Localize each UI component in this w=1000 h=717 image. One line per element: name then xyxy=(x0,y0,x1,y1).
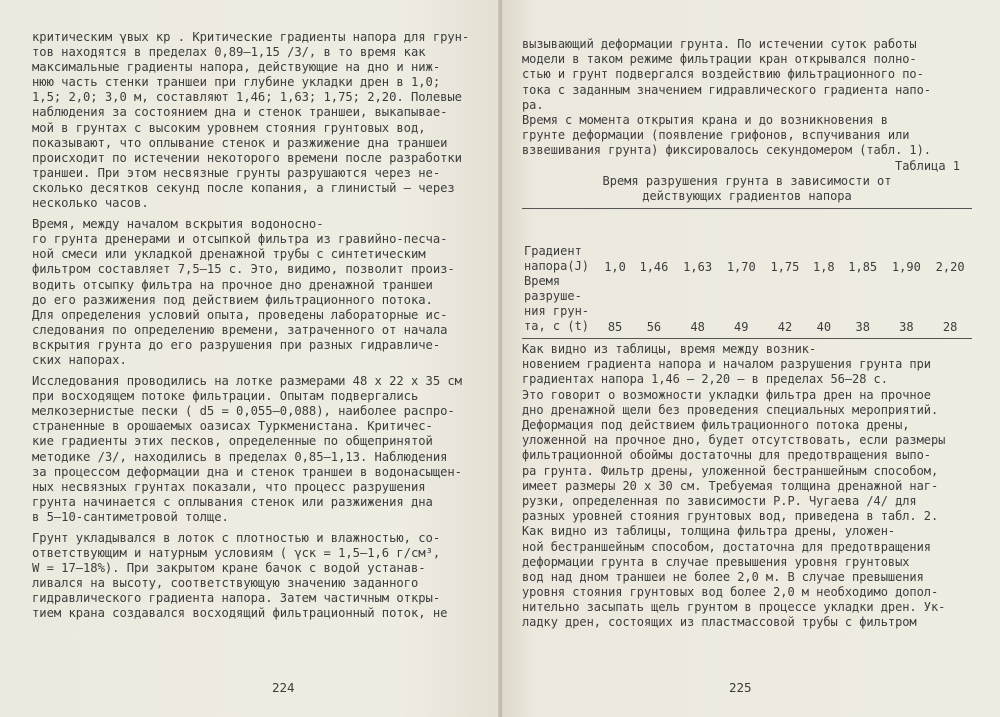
text-line: Время с момента открытия крана и до возникновения в xyxy=(522,112,888,127)
table-cell: 2,20 xyxy=(935,260,965,275)
table-cell: 28 xyxy=(942,320,958,335)
text-line: фильтрационной обоймы достаточны для предотвращения выпо- xyxy=(522,448,931,463)
text-line: вскрытия грунта до его разрушения при разных гидравличе- xyxy=(32,337,441,352)
table-rule xyxy=(522,208,972,209)
row-header-gradient xyxy=(522,212,598,274)
row-header-line: ния грун- xyxy=(524,304,590,319)
table-cell: 1,85 xyxy=(848,260,878,275)
table-title-line-2: действующих градиентов напора xyxy=(642,188,852,203)
row-header-line: та, с (t) xyxy=(524,319,590,334)
table-cell: 1,70 xyxy=(726,260,756,275)
text-line: следования по определению времени, затраченного от начала xyxy=(32,322,448,337)
text-line: тием крана создавался восходящий фильтрационный поток, не xyxy=(32,606,448,621)
text-line: W = 17–18%). При закрытом кране бачок с водой устанав- xyxy=(32,561,426,576)
text-line: мелкозернистые пески ( d5 = 0,055–0,088), наиболее распро- xyxy=(32,404,455,419)
text-line: дно дренажной щели без проведения специальных мероприятий. xyxy=(522,402,939,417)
text-line: траншеи. При этом несвязные грунты разрушаются через не- xyxy=(32,165,441,180)
text-line: деформации грунта в случае превышения уровня грунтовых xyxy=(522,554,910,569)
text-line: нительно засыпать щель грунтом в процессе укладки дрен. Ук- xyxy=(522,600,946,615)
left-page-text xyxy=(32,30,494,622)
table-cell: 1,8 xyxy=(812,260,835,275)
table-cell: 1,75 xyxy=(770,260,800,275)
text-line: Для определения условий опыта, проведены лабораторные ис- xyxy=(32,307,448,322)
table-cell: 38 xyxy=(899,320,914,335)
text-line: рузки, определенная по зависимости Р.Р. Чугаева /4/ для xyxy=(522,493,917,508)
text-line: вод над дном траншеи не более 2,0 м. В случае превышения xyxy=(522,569,924,584)
text-line: при восходящем потоке фильтрации. Опытам подвергались xyxy=(32,389,419,404)
text-line: уровня стояния грунтовых вод более 2,0 м необходимо допол- xyxy=(522,585,939,600)
row-header-time xyxy=(522,274,598,334)
table-cell: 40 xyxy=(816,320,832,335)
text-line: Как видно из таблицы, толщина фильтра дрены, уложен- xyxy=(522,524,896,539)
right-page xyxy=(502,0,1000,717)
right-page-text-top xyxy=(522,37,972,159)
text-line: в 5–10-сантиметровой толще. xyxy=(32,509,229,524)
text-line: Грунт укладывался в лоток с плотностью и влажностью, со- xyxy=(32,531,441,545)
text-line: методике /3/, находились в пределах 0,85–1,13. Наблюдения xyxy=(32,449,448,464)
table-cell: 1,0 xyxy=(604,260,626,275)
text-line: ответствующим и натурным условиям ( γск = 1,5–1,6 г/см³, xyxy=(32,546,441,561)
text-line: градиентах напора 1,46 – 2,20 – в пределах 56–28 с. xyxy=(522,372,888,387)
table-cell: 56 xyxy=(646,320,662,335)
text-line: разных уровней стояния грунтовых вод, приведена в табл. 2. xyxy=(522,509,939,524)
text-line: критическим γвых кр . Критические градиенты напора для грун- xyxy=(32,30,470,44)
table-cell: 38 xyxy=(855,320,870,335)
text-line: страненные в орошаемых оазисах Туркменистана. Критичес- xyxy=(32,419,433,434)
text-line: го грунта дренерами и отсыпкой фильтра из гравийно-песча- xyxy=(32,232,448,247)
text-line: показывают, что оплывание стенок и разжижение дна траншеи xyxy=(32,135,448,150)
text-line: Это говорит о возможности укладки фильтра дрен на прочное xyxy=(522,387,931,402)
right-page-number: 225 xyxy=(729,680,752,695)
text-line: тока с заданным значением гидравлического градиента напо- xyxy=(522,82,931,97)
text-line: уложенной на прочное дно, будет отсутствовать, если размеры xyxy=(522,433,946,448)
table-row-gradient xyxy=(522,212,972,274)
text-line: ра. xyxy=(522,97,544,112)
text-line: сколько десятков секунд после копания, а глинистый – через xyxy=(32,180,455,195)
right-page-text-bottom xyxy=(522,342,972,631)
table-title-line-1: Время разрушения грунта в зависимости от xyxy=(602,173,892,188)
text-line: Как видно из таблицы, время между возник- xyxy=(522,342,817,357)
table-cell: 85 xyxy=(607,320,623,335)
text-line: максимальные градиенты напора, действующие на дно и ниж- xyxy=(32,60,441,75)
text-line: нюю часть стенки траншеи при глубине укладки дрен в 1,0; xyxy=(32,75,441,90)
text-line: Деформация под действием фильтрационного потока дрены, xyxy=(522,418,910,432)
text-line: кие градиенты этих песков, определенные по общепринятой xyxy=(32,434,433,449)
text-line: ладку дрен, состоящих из пластмассовой трубы с фильтром xyxy=(522,615,917,630)
text-line: стью и грунт подвергался воздействию фильтрационного по- xyxy=(522,67,924,82)
text-line: имеет размеры 20 х 30 см. Требуемая толщина дренажной наг- xyxy=(522,478,939,493)
text-line: вызывающий деформации грунта. По истечении суток работы xyxy=(522,37,917,51)
text-line: ливался на высоту, соответствующую значению заданного xyxy=(32,576,419,591)
text-line: до его разжижения под действием фильтрационного потока. xyxy=(32,292,433,307)
text-line: мой в грунтах с высоким уровнем стояния грунтовых вод, xyxy=(32,120,426,135)
text-line: взвешивания грунта) фиксировалось секундомером (табл. 1). xyxy=(522,143,931,158)
text-line: водить отсыпку фильтра на прочное дно дренажной траншеи xyxy=(32,277,433,292)
data-table xyxy=(522,212,972,334)
text-line: несколько часов. xyxy=(32,196,149,211)
table-cell: 1,46 xyxy=(639,260,669,275)
table-cell: 42 xyxy=(777,320,793,335)
text-line: ной смеси или укладкой дренажной трубы с синтетическим xyxy=(32,247,426,262)
table-cell: 49 xyxy=(734,320,749,335)
text-line: происходит по истечении некоторого времени после разработки xyxy=(32,150,462,165)
table-rule-bottom xyxy=(522,338,972,339)
row-header-line: напора(J) xyxy=(524,259,590,274)
text-line: фильтром составляет 7,5–15 с. Это, видимо, позволит произ- xyxy=(32,262,455,277)
row-header-line: разруше- xyxy=(524,289,582,304)
text-line: грунта начинается с оплывания стенок или разжижения дна xyxy=(32,494,433,509)
text-line: тов находятся в пределах 0,89–1,15 /3/, в то время как xyxy=(32,45,426,60)
text-line: ских напорах. xyxy=(32,352,127,367)
text-line: новением градиента напора и началом разрушения грунта при xyxy=(522,357,931,372)
row-header-line: Градиент xyxy=(524,244,582,259)
table-row-time xyxy=(522,274,972,334)
text-line: 1,5; 2,0; 3,0 м, составляют 1,46; 1,63; 1,75; 2,20. Полевые xyxy=(32,90,462,105)
text-line: Время, между началом вскрытия водоносно- xyxy=(32,217,324,232)
text-line: Исследования проводились на лотке размерами 48 х 22 х 35 см xyxy=(32,374,462,389)
row-header-line: Время xyxy=(524,274,561,289)
text-line: за процессом деформации дна и стенок траншеи в водонасыщен- xyxy=(32,464,462,479)
table-cell: 1,63 xyxy=(683,260,713,275)
table-cell: 1,90 xyxy=(891,260,921,275)
text-line: ных несвязных грунтах показали, что процесс разрушения xyxy=(32,479,426,494)
left-page-number: 224 xyxy=(272,680,295,695)
text-line: грунте деформации (появление грифонов, вспучивания или xyxy=(522,128,910,143)
text-line: модели в таком режиме фильтрации кран открывался полно- xyxy=(522,52,917,67)
table-caption: Таблица 1 xyxy=(894,158,960,173)
text-line: гидравлического градиента напора. Затем частичным откры- xyxy=(32,591,441,606)
text-line: наблюдения за состоянием дна и стенок траншеи, выкапывае- xyxy=(32,105,448,120)
table-cell: 48 xyxy=(690,320,705,335)
text-line: ра грунта. Фильтр дрены, уложенной бестраншейным способом, xyxy=(522,463,939,478)
text-line: ной бестраншейным способом, достаточна для предотвращения xyxy=(522,539,931,554)
